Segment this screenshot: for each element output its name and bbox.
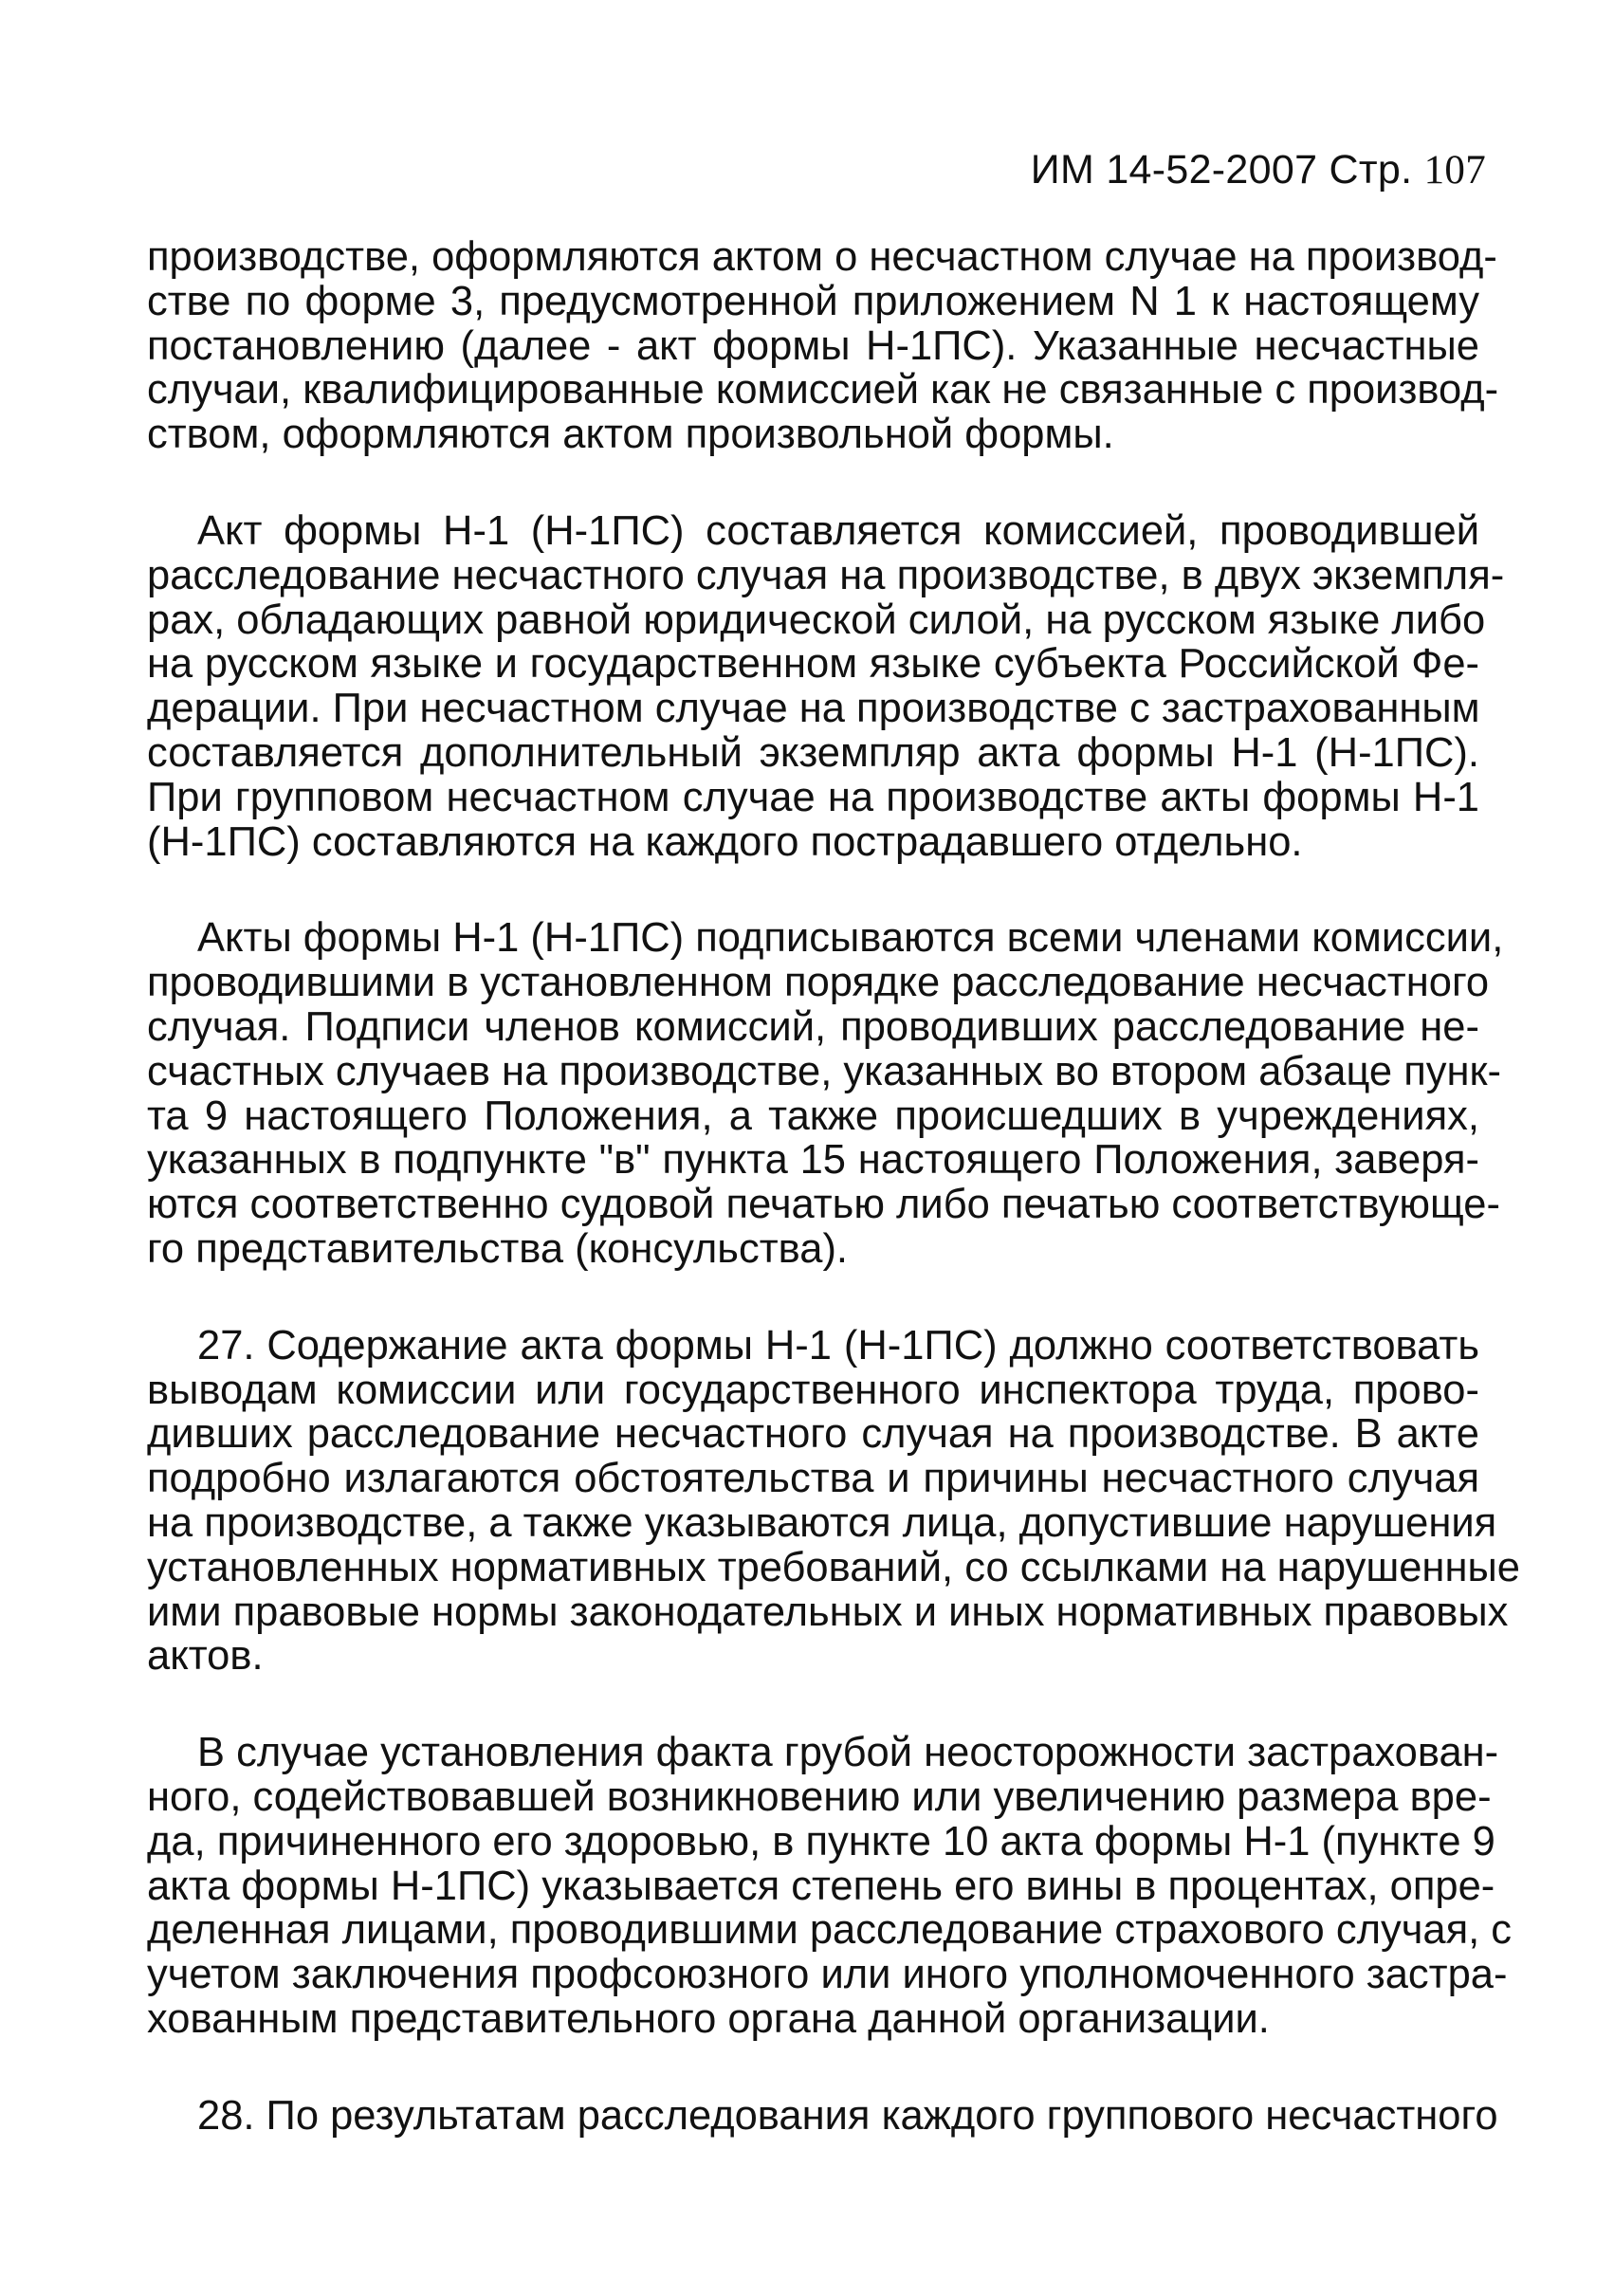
text-line: рах, обладающих равной юридической силой, на русском языке либо bbox=[147, 597, 1486, 643]
text-line: выводам комиссии или государственного инспектора труда, прово- bbox=[147, 1367, 1479, 1413]
text-line: составляется дополнительный экземпляр акта формы Н-1 (Н-1ПС). bbox=[147, 729, 1479, 776]
text-line: установленных нормативных требований, со ссылками на нарушенные bbox=[147, 1544, 1520, 1590]
text-line: 27. Содержание акта формы Н-1 (Н-1ПС) должно соответствовать bbox=[197, 1322, 1479, 1368]
paragraph bbox=[147, 915, 1504, 1272]
text-line: та 9 настоящего Положения, а также происшедших в учреждениях, bbox=[147, 1093, 1479, 1139]
text-line: стве по форме 3, предусмотренной приложением N 1 к настоящему bbox=[147, 278, 1479, 324]
text-line: ются соответственно судовой печатью либо печатью соответствующе- bbox=[147, 1182, 1500, 1228]
text-line: проводившими в установленном порядке расследование несчастного bbox=[147, 960, 1490, 1006]
text-line: производстве, оформляются актом о несчастном случае на производ- bbox=[147, 234, 1497, 280]
text-line: учетом заключения профсоюзного или иного уполномоченного застра- bbox=[147, 1952, 1508, 1998]
text-line: го представительства (консульства). bbox=[147, 1225, 849, 1272]
paragraph bbox=[147, 1730, 1513, 2042]
text-line: 28. По результатам расследования каждого группового несчастного bbox=[197, 2092, 1498, 2139]
text-line: на производстве, а также указываются лица, допустившие нарушения bbox=[147, 1499, 1497, 1546]
text-line: деленная лицами, проводившими расследование страхового случая, с bbox=[147, 1907, 1513, 1954]
text-line: В случае установления факта грубой неосторожности застрахован- bbox=[197, 1730, 1499, 1776]
paragraph bbox=[147, 507, 1505, 865]
text-line: дивших расследование несчастного случая на производстве. В акте bbox=[147, 1411, 1479, 1458]
text-line: счастных случаев на производстве, указанных во втором абзаце пунк- bbox=[147, 1048, 1502, 1094]
document-body bbox=[147, 234, 1520, 2190]
text-line: актов. bbox=[147, 1633, 264, 1680]
text-line: расследование несчастного случая на производстве, в двух экземпля- bbox=[147, 552, 1505, 598]
text-line: указанных в подпункте "в" пункта 15 настоящего Положения, заверя- bbox=[147, 1137, 1479, 1184]
text-line: Акт формы Н-1 (Н-1ПС) составляется комиссией, проводившей bbox=[197, 507, 1479, 554]
text-line: случаи, квалифицированные комиссией как не связанные с производ- bbox=[147, 367, 1499, 413]
page-number: 107 bbox=[1423, 148, 1486, 193]
text-line: акта формы Н-1ПС) указывается степень его вины в процентах, опре- bbox=[147, 1863, 1495, 1909]
paragraph bbox=[147, 1322, 1520, 1680]
text-line: ими правовые нормы законодательных и иных нормативных правовых bbox=[147, 1589, 1509, 1635]
text-line: При групповом несчастном случае на производстве акты формы Н-1 bbox=[147, 774, 1479, 820]
document-code: ИМ 14-52-2007 Стр. bbox=[1030, 147, 1413, 193]
text-line: ного, содействовавшей возникновению или увеличению размера вре- bbox=[147, 1773, 1492, 1820]
page-header bbox=[1031, 147, 1486, 193]
text-line: Акты формы Н-1 (Н-1ПС) подписываются всеми членами комиссии, bbox=[197, 915, 1504, 962]
text-line: хованным представительного органа данной организации. bbox=[147, 1995, 1270, 2042]
text-line: постановлению (далее - акт формы Н-1ПС). Указанные несчастные bbox=[147, 322, 1479, 369]
text-line: случая. Подписи членов комиссий, проводивших расследование не- bbox=[147, 1003, 1479, 1050]
text-line: на русском языке и государственном языке субъекта Российской Фе- bbox=[147, 641, 1479, 688]
text-line: подробно излагаются обстоятельства и причины несчастного случая bbox=[147, 1456, 1479, 1502]
text-line: ством, оформляются актом произвольной формы. bbox=[147, 412, 1114, 458]
text-line: да, причиненного его здоровью, в пункте 10 акта формы Н-1 (пункте 9 bbox=[147, 1818, 1495, 1864]
paragraph bbox=[147, 2092, 1498, 2139]
paragraph bbox=[147, 234, 1499, 458]
text-line: дерации. При несчастном случае на производстве с застрахованным bbox=[147, 686, 1480, 732]
text-line: (Н-1ПС) составляются на каждого пострадавшего отдельно. bbox=[147, 818, 1303, 865]
